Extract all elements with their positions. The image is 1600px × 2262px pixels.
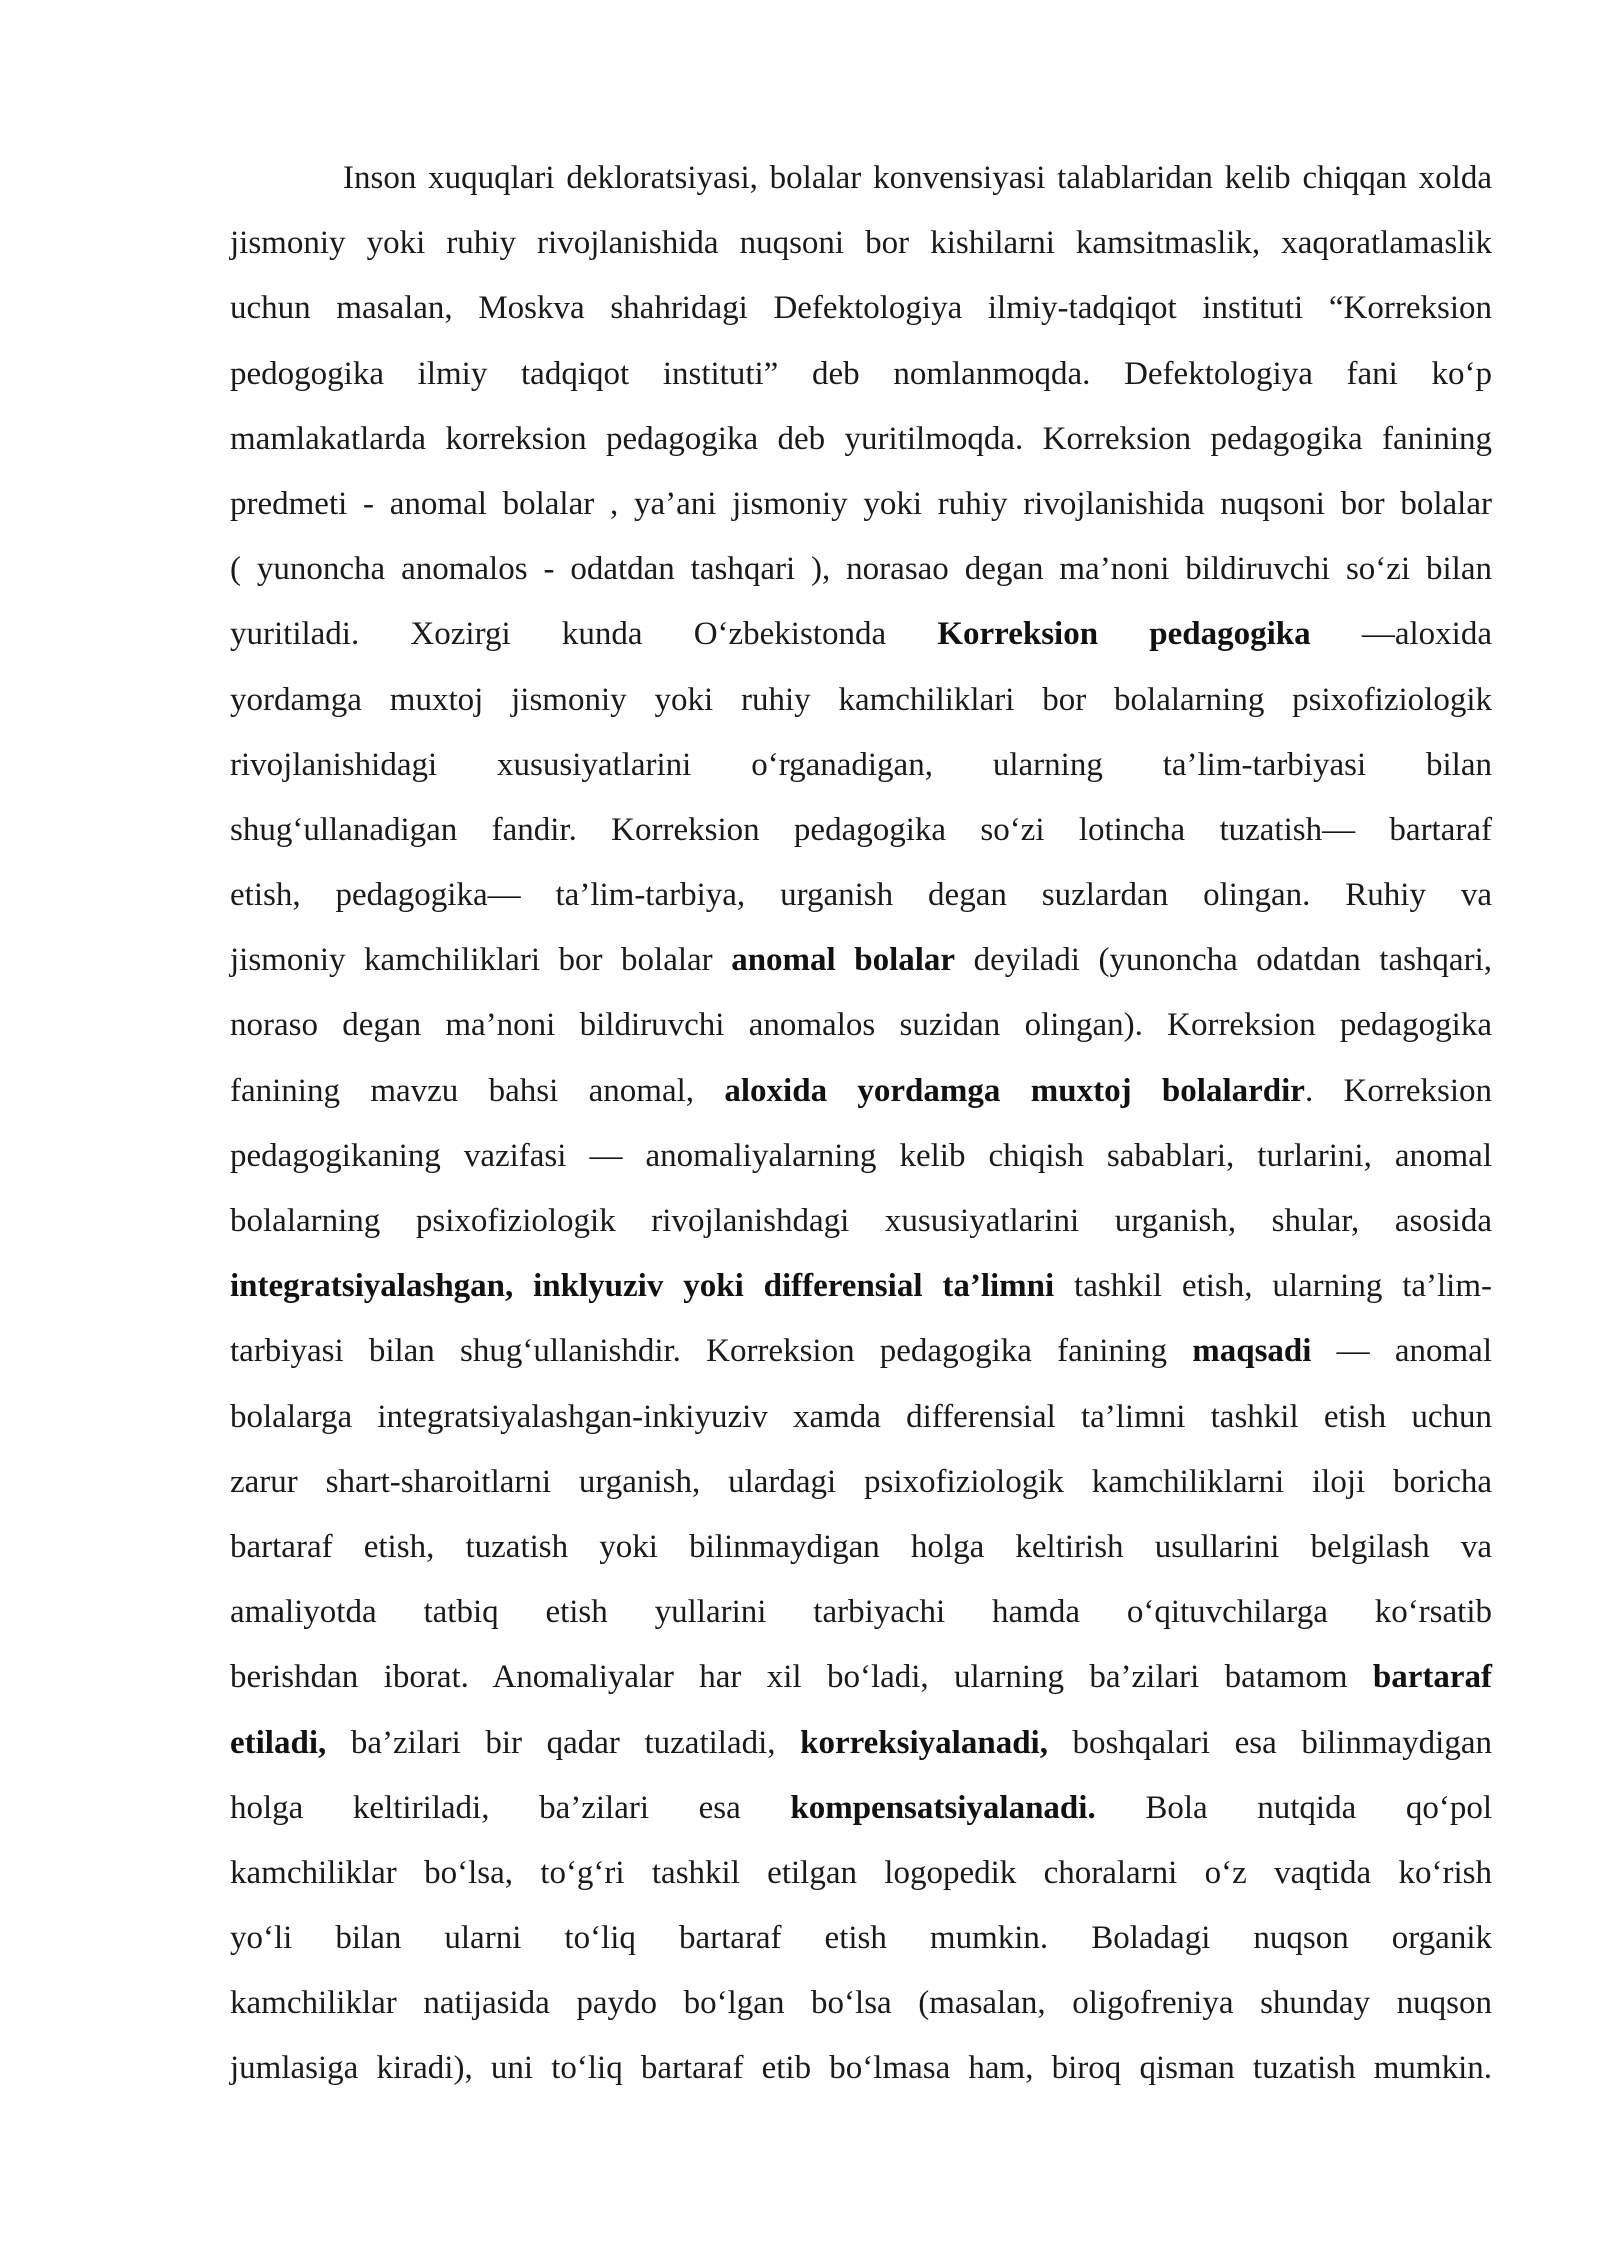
text-run: yordamga muxtoj jismoniy yoki ruhiy kamchiliklari bor bolalarning psixofiziologik [230, 681, 1492, 718]
text-run: pedagogikaning vazifasi — anomaliyalarning kelib chiqish sabablari, turlarini, anomal [230, 1137, 1492, 1174]
bold-term: Korreksion pedagogika [937, 616, 1311, 653]
text-run: kamchiliklar natijasida paydo boʻlgan boʻlsa (masalan, oligofreniya shunday nuqson [230, 1985, 1492, 2022]
text-run: tarbiyasi bilan shugʻullanishdir. Korreksion pedagogika fanining [230, 1333, 1193, 1370]
text-run: —aloxida [1310, 616, 1492, 653]
text-line [230, 537, 1492, 602]
text-run: bolalarning psixofiziologik rivojlanishdagi xususiyatlarini urganish, shular, asosida [230, 1203, 1492, 1239]
text-line [230, 1450, 1492, 1515]
text-run: tashkil etish, ularning ta’lim- [1054, 1268, 1492, 1305]
text-line [230, 668, 1492, 733]
bold-term: aloxida yordamga muxtoj bolalardir [724, 1072, 1305, 1109]
text-line [230, 211, 1492, 276]
text-run: uchun masalan, Moskva shahridagi Defektologiya ilmiy-tadqiqot instituti “Korreksion [230, 290, 1492, 327]
text-line [230, 2036, 1492, 2101]
text-line [230, 602, 1492, 667]
text-line [230, 1319, 1492, 1384]
text-line [230, 1124, 1492, 1189]
text-run: boshqalari esa bilinmaydigan [1047, 1724, 1492, 1761]
text-line [230, 1841, 1492, 1906]
bold-term: maqsadi [1192, 1333, 1312, 1370]
text-run: jismoniy yoki ruhiy rivojlanishida nuqsoni bor kishilarni kamsitmaslik, xaqoratlamaslik [230, 225, 1492, 262]
text-run: ba’zilari bir qadar tuzatiladi, [326, 1724, 801, 1761]
text-run: rivojlanishidagi xususiyatlarini oʻrganadigan, ularning ta’lim-tarbiyasi bilan [230, 746, 1492, 783]
text-line [230, 1515, 1492, 1580]
text-run: jismoniy kamchiliklari bor bolalar [230, 942, 732, 979]
text-line [230, 1711, 1492, 1776]
bold-term: bartaraf [1372, 1659, 1492, 1696]
text-line [230, 1971, 1492, 2036]
text-line [230, 342, 1492, 407]
text-run: Bola nutqida qoʻpol [1095, 1789, 1492, 1826]
bold-term: etiladi, [230, 1724, 327, 1761]
text-run: yuritiladi. Xozirgi kunda Oʻzbekistonda [230, 616, 938, 653]
text-run: — anomal [1311, 1333, 1492, 1370]
text-line [230, 1385, 1492, 1450]
text-line [230, 993, 1492, 1058]
text-line [230, 407, 1492, 472]
text-run: pedogogika ilmiy tadqiqot instituti” deb nomlanmoqda. Defektologiya fani koʻp [230, 355, 1492, 392]
text-run: zarur shart-sharoitlarni urganish, ulardagi psixofiziologik kamchiliklarni iloji boricha [230, 1463, 1492, 1500]
text-run: amaliyotda tatbiq etish yullarini tarbiyachi hamda oʻqituvchilarga koʻrsatib [230, 1594, 1492, 1631]
bold-term: anomal bolalar [731, 942, 956, 979]
text-run: bartaraf etish, tuzatish yoki bilinmaydigan holga keltirish usullarini belgilash va [230, 1528, 1492, 1565]
text-run: shugʻullanadigan fandir. Korreksion pedagogika soʻzi lotincha tuzatish— bartaraf [230, 811, 1492, 848]
text-run: mamlakatlarda korreksion pedagogika deb yuritilmoqda. Korreksion pedagogika fanining [230, 420, 1492, 457]
text-run: deyiladi (yunoncha odatdan tashqari, [955, 942, 1492, 979]
text-run: holga keltiriladi, ba’zilari esa [230, 1789, 791, 1826]
text-run: berishdan iborat. Anomaliyalar har xil boʻladi, ularning ba’zilari batamom [230, 1659, 1373, 1696]
text-line [230, 1254, 1492, 1319]
bold-term: integratsiyalashgan, inklyuziv yoki differensial ta’limni [230, 1268, 1055, 1305]
text-run: . Korreksion [1304, 1072, 1493, 1109]
text-line [230, 733, 1492, 798]
text-line [230, 472, 1492, 537]
text-run: noraso degan ma’noni bildiruvchi anomalos suzidan olingan). Korreksion pedagogika [230, 1007, 1492, 1044]
text-line [230, 1645, 1492, 1710]
bold-term: korreksiyalanadi, [800, 1724, 1048, 1761]
text-run: kamchiliklar boʻlsa, toʻgʻri tashkil etilgan logopedik choralarni oʻz vaqtida koʻrish [230, 1854, 1492, 1891]
text-line [230, 863, 1492, 928]
text-line [230, 1906, 1492, 1971]
text-line [230, 146, 1492, 211]
text-run: bolalarga integratsiyalashgan-inkiyuziv xamda differensial ta’limni tashkil etish uchun [230, 1398, 1492, 1435]
text-line [230, 1776, 1492, 1841]
text-run: yoʻli bilan ularni toʻliq bartaraf etish mumkin. Boladagi nuqson organik [230, 1920, 1492, 1957]
text-run: Inson xuquqlari dekloratsiyasi, bolalar konvensiyasi talablaridan kelib chiqqan xolda [343, 160, 1492, 196]
text-line [230, 928, 1492, 993]
text-run: fanining mavzu bahsi anomal, [230, 1072, 725, 1109]
bold-term: kompensatsiyalanadi. [790, 1789, 1096, 1826]
text-line [230, 276, 1492, 341]
text-line [230, 1059, 1492, 1124]
body-paragraph [230, 146, 1492, 2102]
text-run: ( yunoncha anomalos - odatdan tashqari ), norasao degan ma’noni bildiruvchi soʻzi bilan [230, 551, 1492, 588]
text-run: predmeti - anomal bolalar , ya’ani jismoniy yoki ruhiy rivojlanishida nuqsoni bor bolalar [230, 485, 1492, 522]
text-run: etish, pedagogika— ta’lim-tarbiya, urganish degan suzlardan olingan. Ruhiy va [230, 877, 1492, 914]
text-line [230, 1189, 1492, 1254]
text-line [230, 798, 1492, 863]
text-line [230, 1580, 1492, 1645]
text-run: jumlasiga kiradi), uni toʻliq bartaraf etib boʻlmasa ham, biroq qisman tuzatish mumkin. [230, 2050, 1492, 2087]
